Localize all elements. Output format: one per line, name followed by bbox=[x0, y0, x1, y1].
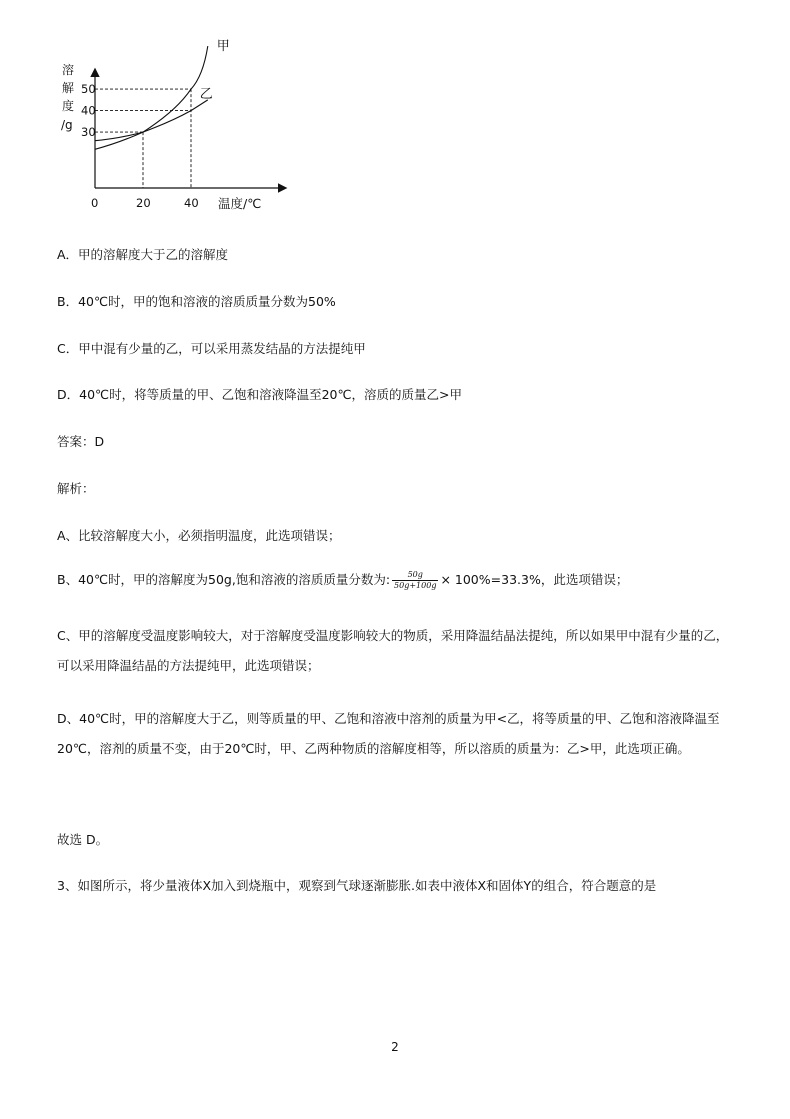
option-b: B．40℃时，甲的饱和溶液的溶质质量分数为50% bbox=[57, 294, 336, 309]
analysis-b-prefix: B、40℃时，甲的溶解度为50g,饱和溶液的溶质质量分数为: bbox=[57, 572, 391, 587]
y-label-char-0: 溶 bbox=[62, 63, 75, 77]
series-label-0: 甲 bbox=[216, 39, 230, 55]
series-label-1: 乙 bbox=[199, 86, 213, 102]
y-tick-label-1: 40 bbox=[81, 103, 96, 118]
x-tick-label-2: 40 bbox=[184, 196, 199, 210]
fraction-numerator: 50g bbox=[392, 570, 438, 581]
fraction-denominator: 50g+100g bbox=[394, 581, 437, 590]
analysis-d: D、40℃时，甲的溶解度大于乙，则等质量的甲、乙饱和溶液中溶剂的质量为甲<乙，将等质量的甲、乙饱和溶液降温至20℃，溶剂的质量不变，由于20℃时，甲、乙两种物质的溶解度相等，所以溶质的质量为：乙>甲，此选项正确。 bbox=[57, 711, 720, 756]
option-c: C．甲中混有少量的乙，可以采用蒸发结晶的方法提纯甲 bbox=[57, 341, 366, 356]
solubility-chart bbox=[0, 0, 300, 220]
option-a: A．甲的溶解度大于乙的溶解度 bbox=[57, 247, 229, 262]
x-axis-label: 温度/℃ bbox=[218, 196, 262, 211]
y-tick-label-0: 30 bbox=[81, 125, 96, 140]
series-line-0 bbox=[95, 46, 208, 149]
y-label-char-1: 解 bbox=[62, 81, 75, 95]
analysis-a: A、比较溶解度大小，必须指明温度，此选项错误； bbox=[57, 528, 341, 543]
analysis-title: 解析： bbox=[57, 481, 95, 496]
y-label-char-2: 度 bbox=[62, 99, 75, 113]
fraction bbox=[392, 570, 438, 591]
y-label-char-3: /g bbox=[61, 118, 73, 132]
option-d: D．40℃时，将等质量的甲、乙饱和溶液降温至20℃，溶质的质量乙>甲 bbox=[57, 387, 462, 402]
analysis-b bbox=[57, 570, 628, 591]
y-tick-label-2: 50 bbox=[81, 82, 96, 97]
x-tick-label-0: 0 bbox=[91, 196, 99, 210]
analysis-b-suffix: × 100%=33.3%，此选项错误； bbox=[440, 572, 629, 587]
analysis-c: C、甲的溶解度受温度影响较大，对于溶解度受温度影响较大的物质，采用降温结晶法提纯，所以如果甲中混有少量的乙，可以采用降温结晶的方法提纯甲，此选项错误； bbox=[57, 628, 729, 673]
curves bbox=[95, 46, 208, 149]
answer: 答案：D bbox=[57, 434, 105, 449]
conclusion: 故选 D。 bbox=[57, 832, 109, 847]
page-number: 2 bbox=[391, 1040, 399, 1054]
x-tick-label-1: 20 bbox=[136, 196, 151, 210]
question-3: 3、如图所示，将少量液体X加入到烧瓶中，观察到气球逐渐膨胀.如表中液体X和固体Y的组合，符合题意的是 bbox=[57, 878, 657, 893]
